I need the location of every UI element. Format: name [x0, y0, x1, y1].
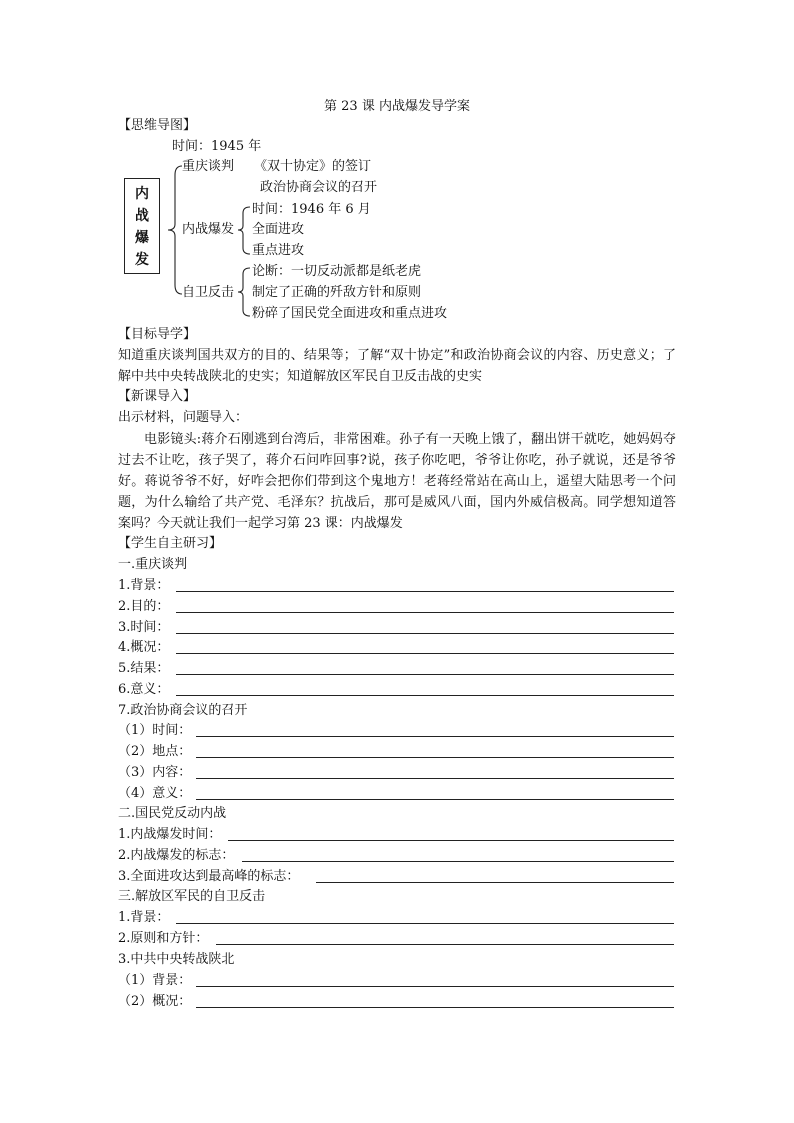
fill-label: 2.原则和方针：: [118, 931, 209, 946]
answer-line[interactable]: [176, 923, 674, 924]
fill-label: 2.内战爆发的标志：: [118, 848, 235, 863]
answer-line[interactable]: [196, 986, 674, 987]
answer-line[interactable]: [216, 944, 674, 945]
answer-line[interactable]: [176, 695, 674, 696]
fill-label: （2）概况：: [118, 994, 192, 1009]
part3-heading: 三.解放区军民的自卫反击: [118, 889, 266, 904]
page-title: 第 23 课 内战爆发导学案: [324, 99, 470, 114]
answer-line[interactable]: [196, 736, 674, 737]
answer-line[interactable]: [176, 591, 674, 592]
answer-line[interactable]: [176, 653, 674, 654]
part2-heading: 二.国民党反动内战: [118, 806, 227, 821]
fill-label: 5.结果：: [118, 661, 170, 676]
mindmap-branch-item: 时间：1946 年 6 月: [252, 202, 371, 217]
fill-label: （1）时间：: [118, 723, 192, 738]
intro-lead: 出示材料，问题导入：: [118, 410, 249, 425]
mindmap-branch-item: 论断：一切反动派都是纸老虎: [252, 264, 422, 279]
mindmap-branch-item: 粉碎了国民党全面进攻和重点进攻: [252, 306, 448, 321]
answer-line[interactable]: [242, 861, 674, 862]
fill-label: 4.概况：: [118, 640, 170, 655]
mindmap-branch-item: 重点进攻: [252, 243, 305, 258]
mindmap-branch-item: 《双十协定》的签订: [254, 159, 372, 174]
fill-label: （1）背景：: [118, 973, 192, 988]
fill-label: （3）内容：: [118, 765, 192, 780]
fill-label: 6.意义：: [118, 682, 170, 697]
answer-line[interactable]: [316, 882, 674, 883]
mindmap-center-char: 爆: [135, 230, 149, 246]
mindmap-branch-item: 制定了正确的歼敌方针和原则: [252, 285, 422, 300]
goals-text: 知道重庆谈判国共双方的目的、结果等；了解“双十协定”和政治协商会议的内容、历史意义；了解中共中央转战陕北的史实；知道解放区军民自卫反击战的史实: [118, 348, 676, 384]
mindmap-center-char: 战: [135, 208, 149, 224]
answer-line[interactable]: [196, 757, 674, 758]
part1-heading: 一.重庆谈判: [118, 557, 188, 572]
section-mindmap-heading: 【思维导图】: [118, 118, 197, 133]
answer-line[interactable]: [176, 633, 674, 634]
fill-label: （4）意义：: [118, 786, 192, 801]
fill-label: 1.内战爆发时间：: [118, 827, 222, 842]
fill-label: 1.背景：: [118, 910, 170, 925]
intro-story: 电影镜头:蒋介石刚逃到台湾后，非常困难。孙子有一天晚上饿了，翻出饼干就吃，她妈妈夺过去不让吃，孩子哭了，蒋介石问咋回事?说，孩子你吃吧，爷爷让你吃，孙子就说，还是爷爷好。蒋说爷爷不好，好咋会把你们带到这个鬼地方！老蒋经常站在高山上，遥望大陆思考一个问题，为什么输给了共产党、毛泽东？抗战后，那可是威风八面，国内外威信极高。同学想知道答案吗？今天就让我们一起学习第 23 课：内战爆发: [118, 432, 676, 531]
part3-subheading: 3.中共中央转战陕北: [118, 952, 235, 967]
mindmap-center-char: 发: [135, 252, 149, 268]
mindmap-branch-item: 全面进攻: [252, 222, 305, 237]
fill-label: （2）地点：: [118, 744, 192, 759]
fill-label: 2.目的：: [118, 599, 170, 614]
answer-line[interactable]: [196, 799, 674, 800]
mindmap-center-box: [124, 178, 160, 274]
section-goals-heading: 【目标导学】: [118, 327, 197, 342]
mindmap-branch-label: 自卫反击: [182, 285, 235, 300]
mindmap-branch-label: 内战爆发: [182, 222, 235, 237]
answer-line[interactable]: [228, 840, 674, 841]
part1-subheading: 7.政治协商会议的召开: [118, 703, 248, 718]
answer-line[interactable]: [176, 612, 674, 613]
answer-line[interactable]: [196, 1007, 674, 1008]
fill-label: 3.时间：: [118, 620, 170, 635]
fill-label: 3.全面进攻达到最高峰的标志：: [118, 869, 300, 884]
section-study-heading: 【学生自主研习】: [118, 536, 223, 551]
answer-line[interactable]: [176, 674, 674, 675]
mindmap-branch-item: 政治协商会议的召开: [260, 180, 378, 195]
fill-label: 1.背景：: [118, 578, 170, 593]
answer-line[interactable]: [196, 778, 674, 779]
mindmap-time: 时间：1945 年: [172, 139, 262, 154]
mindmap-branch-label: 重庆谈判: [182, 159, 235, 174]
mindmap-center-char: 内: [135, 186, 149, 202]
section-intro-heading: 【新课导入】: [118, 389, 197, 404]
